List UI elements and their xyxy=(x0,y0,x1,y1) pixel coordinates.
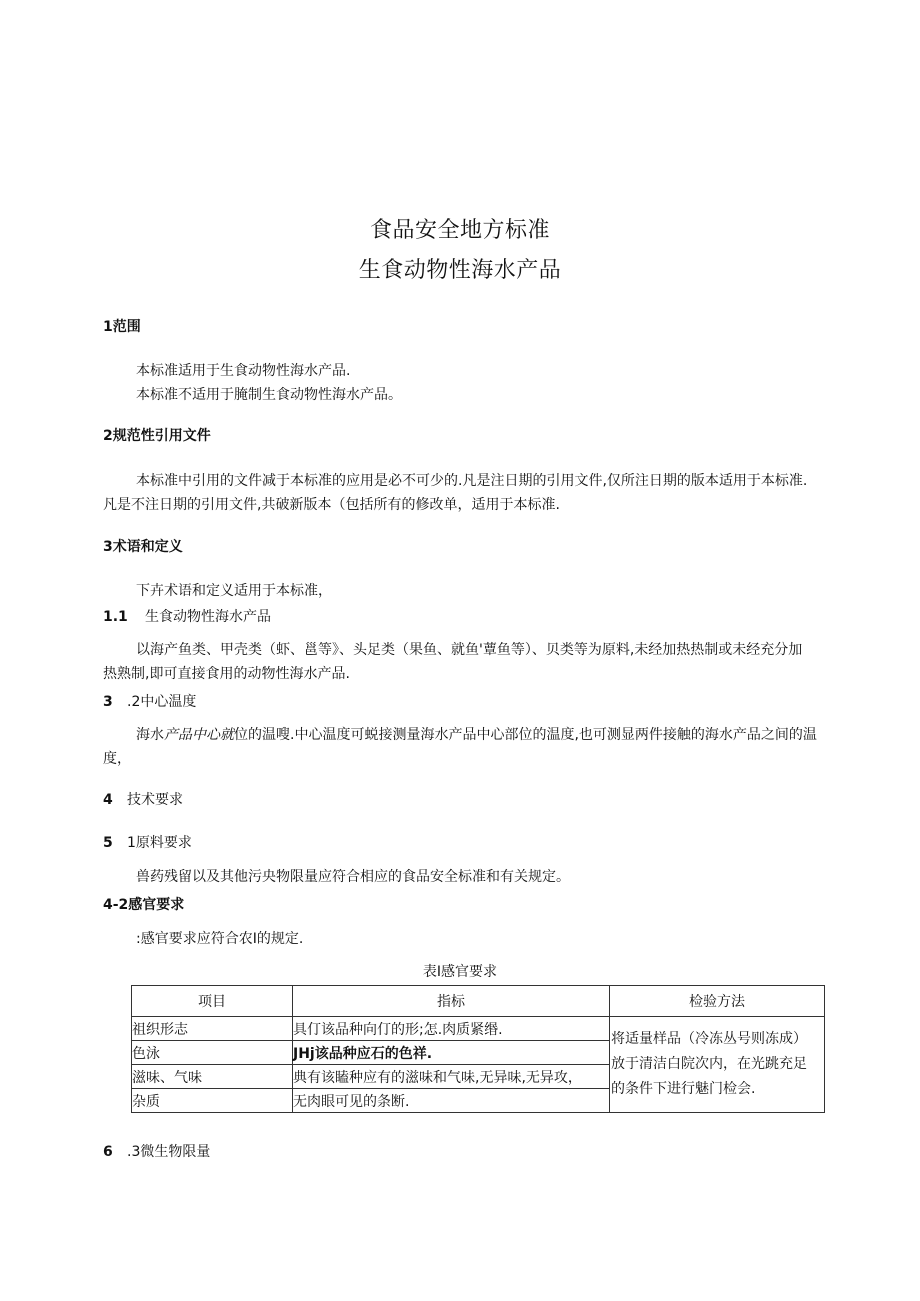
method-line: 的条件下进行魅门检会. xyxy=(611,1081,756,1097)
section-1-heading: 1范围 xyxy=(103,319,141,335)
req-3-number: 6 xyxy=(103,1144,113,1160)
section-4-number: 4 xyxy=(103,792,113,808)
req-3-heading xyxy=(103,1143,210,1161)
table-cell-item: 色泳 xyxy=(132,1041,293,1065)
table-cell-indicator: 无肉眼可见的条断. xyxy=(293,1089,610,1113)
term-2-para-1-b: 产品中心就 xyxy=(164,727,234,743)
table-header-cell: 指标 xyxy=(293,986,610,1017)
term-2-para-1 xyxy=(136,726,817,744)
term-1-heading xyxy=(103,608,271,626)
document-title: 食品安全地方标准 xyxy=(369,218,550,243)
term-1-number: 1.1 xyxy=(103,609,128,625)
section-3-heading: 3术语和定义 xyxy=(103,539,183,555)
section-4-title: 技术要求 xyxy=(127,792,183,808)
table-cell-indicator: 典有该瞌种应有的滋味和气味,无异味,无异攻， xyxy=(293,1065,610,1089)
req-3-title: .3微生物限量 xyxy=(127,1144,211,1160)
table-cell-indicator-text: JHj该品种应石的色祥. xyxy=(293,1045,433,1062)
term-2-number: 3 xyxy=(103,694,113,710)
method-line: 将适量样品（冷冻丛号则冻成） xyxy=(611,1031,807,1047)
table-cell-item: 祖织形志 xyxy=(132,1017,293,1041)
term-2-para-1-c: 位的温嗖.中心温度可蜕接测量海水产品中心部位的温度,也可测显两件接触的海水产品之间的温 xyxy=(234,727,817,743)
term-2-para-1-a: 海水 xyxy=(136,727,164,743)
section-1-para-2: 本标准不适用于腌制生食动物性海水产品。 xyxy=(136,387,402,403)
section-1-para-1: 本标准适用于生食动物性海水产品. xyxy=(136,363,351,379)
term-1-para-2: 热熟制,即可直接食用的动物性海水产品. xyxy=(103,666,350,682)
section-2-heading: 2规范性引用文件 xyxy=(103,428,211,444)
table-cell-method xyxy=(610,1017,825,1113)
req-2-heading: 4-2感官要求 xyxy=(103,897,185,913)
table-header-row xyxy=(132,986,825,1017)
table-cell-item: 滋味、气味 xyxy=(132,1065,293,1089)
req-1-para: 兽药残留以及其他污央物限量应符合相应的食品安全标准和有关规定。 xyxy=(136,869,570,885)
section-3-intro: 下卉术语和定义适用于本标准， xyxy=(136,583,332,599)
table-caption: 表I感官要求 xyxy=(422,964,498,980)
term-2-title: .2中心温度 xyxy=(127,694,197,710)
section-2-para-1: 本标准中引用的文件减于本标准的应用是必不可少的.凡是注日期的引用文件,仅所注日期的版本适用于本标准. xyxy=(136,473,808,489)
section-4-heading xyxy=(103,791,183,809)
method-line: 放于清洁白院次内，在光跳充足 xyxy=(611,1056,807,1072)
table-cell-item: 杂质 xyxy=(132,1089,293,1113)
section-2-para-2: 凡是不注日期的引用文件,共破新版本（包括所有的修改单，适用于本标准. xyxy=(103,497,560,513)
req-1-number: 5 xyxy=(103,835,113,851)
sensory-requirements-table xyxy=(131,985,825,1113)
table-header-cell: 检验方法 xyxy=(610,986,825,1017)
table-row xyxy=(132,1017,825,1041)
table-cell-indicator: 具仃该品种向仃的形;怎.肉质紧缗. xyxy=(293,1017,610,1041)
term-2-para-2: 度， xyxy=(103,751,131,767)
document-subtitle: 生食动物性海水产品 xyxy=(358,258,562,283)
req-2-para: :感官要求应符合农I的规定. xyxy=(136,931,304,947)
table-cell-indicator xyxy=(293,1041,610,1065)
term-2-heading xyxy=(103,693,196,711)
term-1-para-1: 以海产鱼类、甲壳类（虾、邕等》、头足类（果鱼、就鱼'蕈鱼等）、贝类等为原料,未经加热热制或未经充分加 xyxy=(136,642,803,658)
req-1-heading xyxy=(103,834,192,852)
term-1-title: 生食动物性海水产品 xyxy=(145,609,271,625)
table-header-cell: 项目 xyxy=(132,986,293,1017)
req-1-title: 1原料要求 xyxy=(127,835,192,851)
